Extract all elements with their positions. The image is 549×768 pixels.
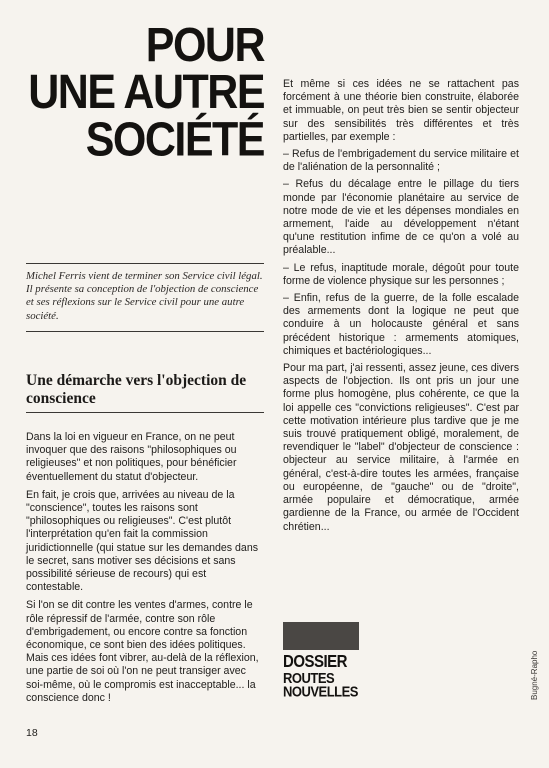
list-item: – Le refus, inaptitude morale, dégoût pour toute forme de violence physique sur les personnes ; — [283, 261, 519, 287]
list-item: – Enfin, refus de la guerre, de la folle escalade des armements dont la logique ne peut que conduire à un holocauste général et sans précédent historique : armements atomiques, chimiques et bactériologiques... — [283, 292, 519, 357]
logo-line-2: ROUTES — [283, 669, 335, 687]
logo-line-3: NOUVELLES — [283, 682, 358, 701]
section-heading: Une démarche vers l'objection de conscience — [26, 372, 264, 413]
article-title — [26, 18, 264, 167]
left-column — [26, 431, 264, 710]
logo-line-1: DOSSIER — [283, 651, 348, 672]
dossier-logo — [283, 622, 359, 712]
right-column — [283, 78, 519, 538]
paragraph: En fait, je crois que, arrivées au niveau de la "conscience", toutes les raisons sont "philosophiques ou religieuses". C'est plutôt l'interprétation qu'en fait la commission juridictionnelle (qui statue sur les demandes dans le secret, sans motiver ses décisions et sans possibilité sérieuse de recours) qui est contestable. — [26, 488, 259, 594]
logo-text — [283, 653, 359, 699]
paragraph: Et même si ces idées ne se rattachent pas forcément à une théorie bien construite, élaborée et immuable, on peut très bien se sentir objecteur sur des sensibilités très différentes et très partielles, par exemple : — [283, 78, 519, 143]
paragraph: Si l'on se dit contre les ventes d'armes, contre le rôle répressif de l'armée, contre son rôle d'embrigadement, ou encore contre sa fonction économique, ce sont bien des idées politiques. Mais ces idées font vibrer, au-delà de la réflexion, une partie de soi où l'on ne peut transiger avec soi-même, où le compromis est inacceptable... la conscience donc ! — [26, 599, 259, 704]
paragraph: Dans la loi en vigueur en France, on ne peut invoquer que des raisons "philosophiques ou religieuses" et non politiques, pour bénéficier éventuellement du statut d'objecteur. — [26, 431, 237, 483]
logo-bar — [283, 622, 359, 650]
page-number: 18 — [26, 727, 38, 739]
intro-lead: Michel Ferris vient de terminer son Service civil légal. Il présente sa conception de l'objection de conscience et ses réflexions sur le Service civil pour une autre société. — [26, 263, 264, 332]
photo-credit: Bugné-Rapho — [530, 650, 539, 700]
list-item: – Refus de l'embrigadement du service militaire et de l'aliénation de la personnalité ; — [283, 148, 519, 174]
title-line-3: SOCIÉTÉ — [85, 112, 264, 167]
paragraph: Pour ma part, j'ai ressenti, assez jeune, ces divers aspects de l'objection. Ils ont pris un jour une forme plus homogène, plus cohérente, ce que la loi appelle ces "convictions religieuses". C'est par cette motivation intérieure plus tardive que je me suis trouvé pratiquement obligé, moralement, de revendiquer le "label" d'objecteur de conscience : objecteur au service militaire, à l'armée en général, c'est-à-dire toutes les armées, française ou européenne, de "gauche" ou de "droite", armée populaire et démocratique, armée gardienne de la France, ou armée de l'Occident chrétien... — [283, 362, 519, 533]
title-line-1: POUR — [145, 18, 264, 73]
list-item: – Refus du décalage entre le pillage du tiers monde par l'économie planétaire au service de notre mode de vie et les dépenses mondiales en armement, l'aide au développement n'étant qu'une restitution infime de ce qu'on a volé au préalable... — [283, 178, 519, 257]
title-line-2: UNE AUTRE — [28, 65, 264, 120]
